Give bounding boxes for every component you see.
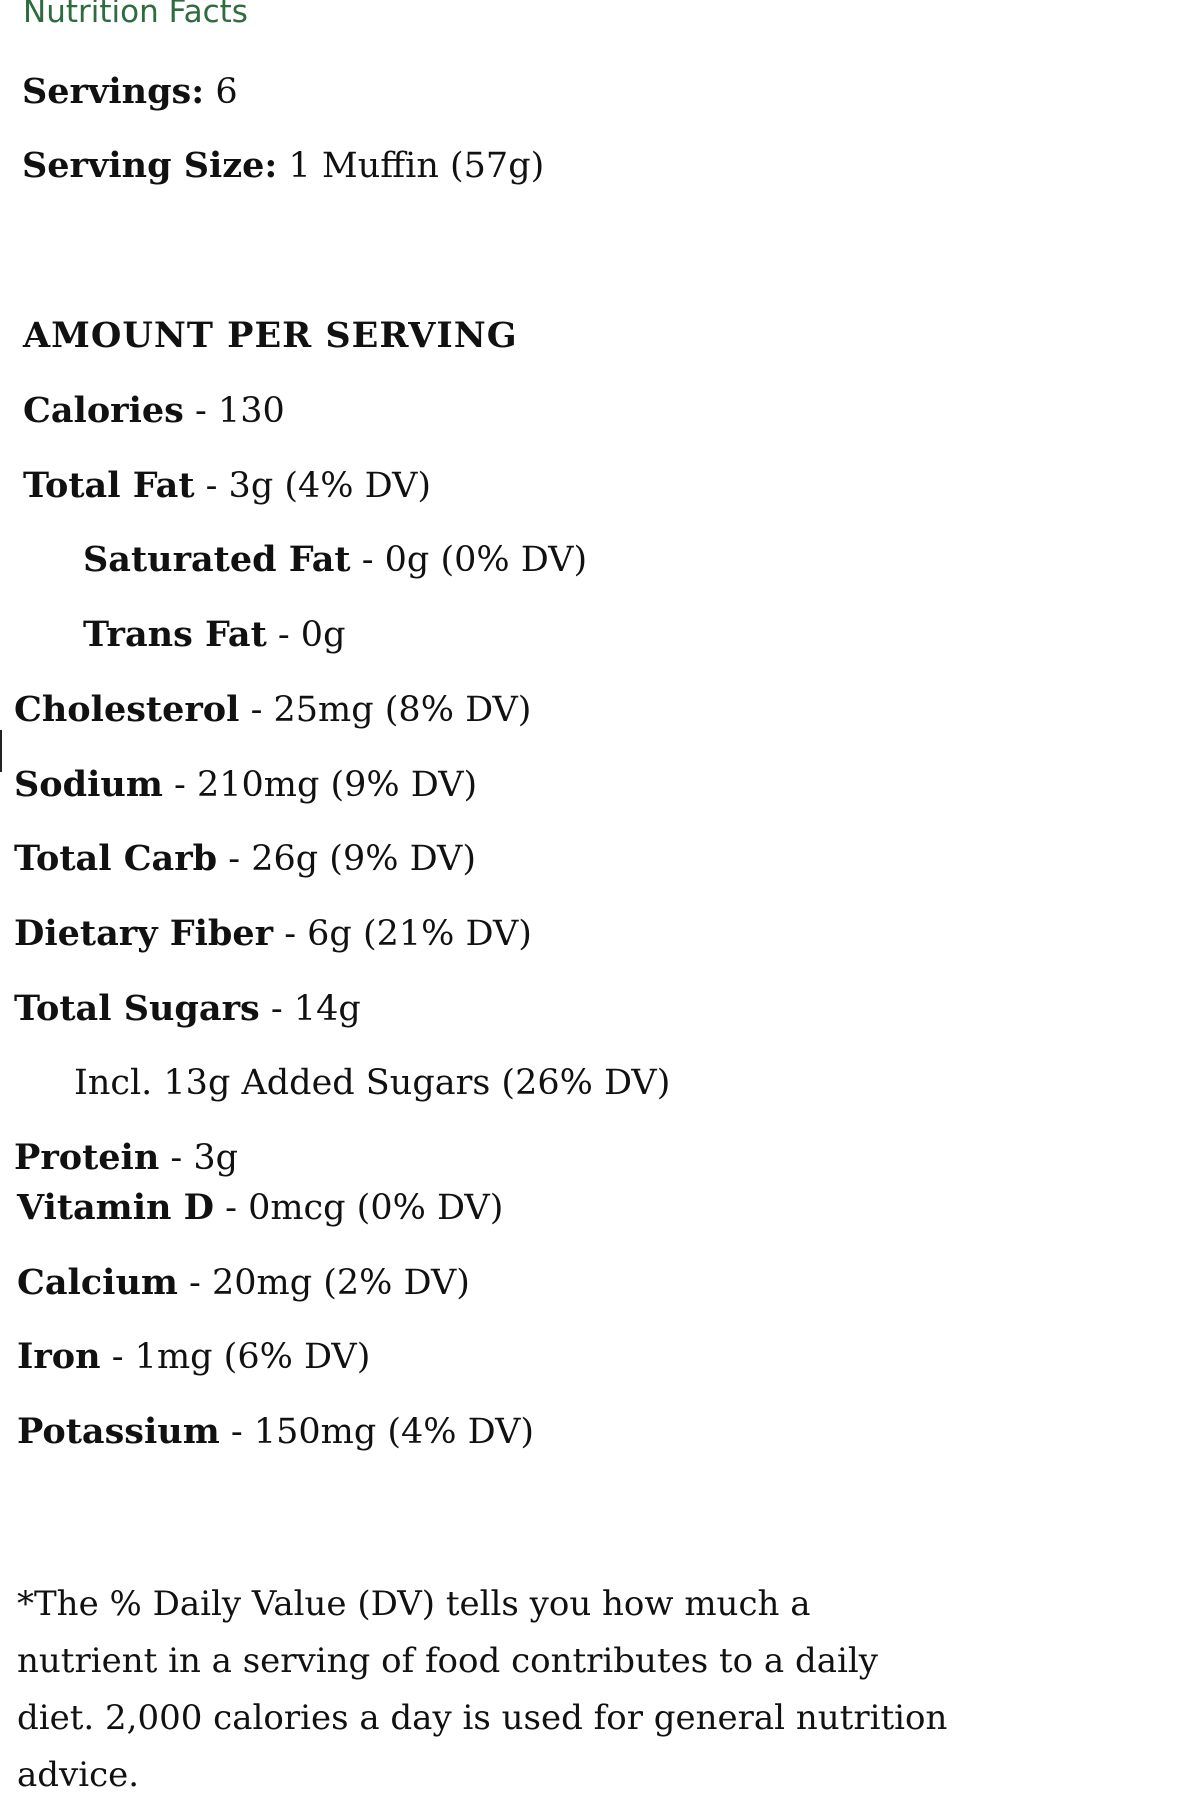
nutrient-name: Total Carb	[14, 838, 218, 879]
text-cursor	[0, 730, 2, 772]
serving-size-value: 1 Muffin (57g)	[288, 146, 545, 186]
nutrient-name: Vitamin D	[17, 1187, 214, 1228]
nutrient-name: Total Sugars	[14, 988, 260, 1029]
nutrient-row-saturated-fat	[83, 540, 587, 580]
nutrient-value: - 14g	[259, 989, 361, 1029]
nutrient-value: - 0mcg (0% DV)	[214, 1188, 504, 1228]
nutrient-row-trans-fat	[83, 615, 345, 655]
nutrient-name: Iron	[17, 1336, 101, 1377]
nutrient-row-dietary-fiber	[14, 914, 532, 954]
nutrient-row-total-sugars	[14, 989, 361, 1029]
nutrient-name: Total Fat	[23, 465, 195, 506]
nutrient-name: Calories	[23, 390, 184, 431]
nutrient-value: - 25mg (8% DV)	[239, 690, 532, 730]
nutrient-row-calcium	[17, 1263, 470, 1303]
nutrient-name: Dietary Fiber	[14, 913, 274, 954]
nutrient-name: Saturated Fat	[83, 539, 351, 580]
servings-label: Servings:	[22, 71, 205, 112]
nutrient-name: Trans Fat	[83, 614, 267, 655]
nutrient-row-protein	[14, 1138, 238, 1178]
nutrient-value: - 0g	[266, 615, 346, 655]
nutrient-name: Calcium	[17, 1262, 178, 1303]
serving-size-row	[22, 146, 544, 186]
nutrient-value: - 130	[183, 391, 285, 431]
amount-per-serving-heading: AMOUNT PER SERVING	[23, 315, 518, 356]
nutrient-value: - 3g (4% DV)	[194, 466, 432, 506]
nutrient-value: - 0g (0% DV)	[350, 540, 588, 580]
nutrient-row-sodium	[14, 765, 477, 805]
nutrient-name: Potassium	[17, 1411, 220, 1452]
nutrient-row-cholesterol	[14, 690, 531, 730]
nutrition-facts-title: Nutrition Facts	[23, 0, 248, 30]
nutrient-value: - 6g (21% DV)	[273, 914, 532, 954]
nutrient-name: Cholesterol	[14, 689, 240, 730]
servings-row	[22, 72, 238, 112]
nutrient-row-total-fat	[23, 466, 431, 506]
nutrient-value: - 150mg (4% DV)	[219, 1412, 535, 1452]
nutrient-row-total-carb	[14, 839, 476, 879]
nutrient-row-vitamin-d	[17, 1188, 503, 1228]
nutrient-row-iron	[17, 1337, 370, 1377]
servings-value: 6	[215, 72, 238, 112]
nutrient-value: - 210mg (9% DV)	[162, 765, 478, 805]
nutrient-value: - 3g	[159, 1138, 239, 1178]
nutrient-name: Protein	[14, 1137, 160, 1178]
nutrient-row-calories	[23, 391, 285, 431]
nutrient-value: - 20mg (2% DV)	[177, 1263, 470, 1303]
nutrient-row-potassium	[17, 1412, 534, 1452]
nutrient-value: - 1mg (6% DV)	[100, 1337, 371, 1377]
nutrient-value: - 26g (9% DV)	[217, 839, 476, 879]
nutrient-row-added-sugars	[74, 1063, 670, 1103]
daily-value-footnote: *The % Daily Value (DV) tells you how much a nutrient in a serving of food contributes to a daily diet. 2,000 calories a day is used for general nutrition advice.	[17, 1584, 948, 1795]
nutrient-name: Sodium	[14, 764, 163, 805]
nutrient-value: Incl. 13g Added Sugars (26% DV)	[74, 1063, 671, 1103]
serving-size-label: Serving Size:	[22, 145, 278, 186]
